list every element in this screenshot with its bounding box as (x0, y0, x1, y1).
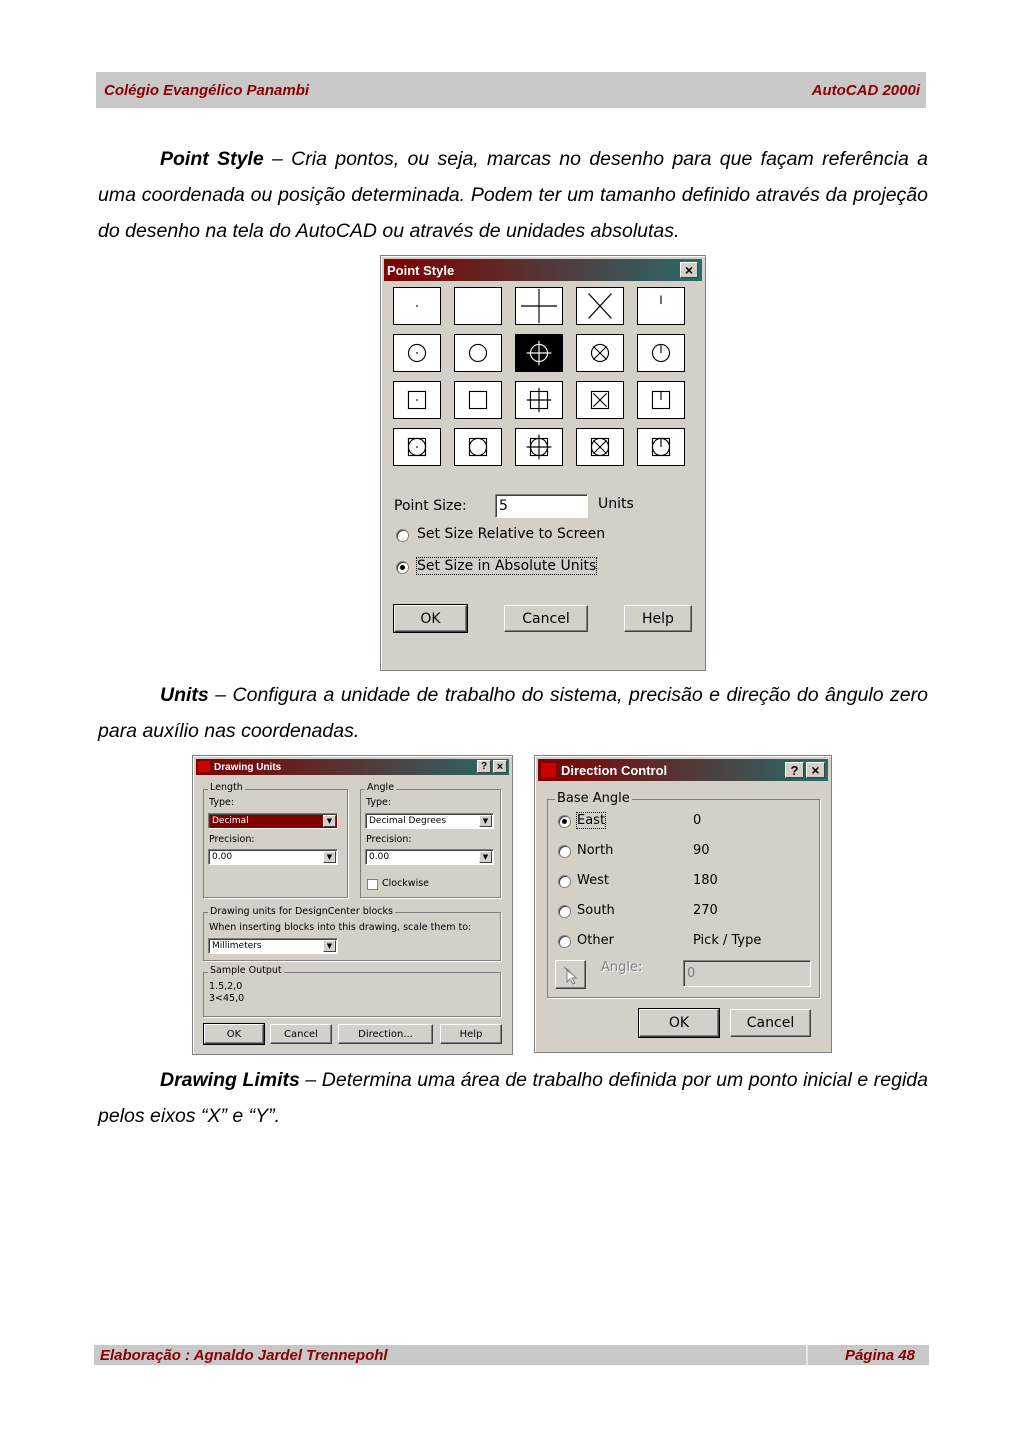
radio-other-label: Other (577, 933, 614, 948)
drawing-units-dialog (192, 755, 513, 1055)
base-angle-label: Base Angle (557, 791, 630, 806)
chevron-down-icon[interactable]: ▼ (323, 940, 336, 952)
point-style-circle-square-plus-icon[interactable] (515, 428, 563, 466)
point-style-square-none-icon[interactable] (454, 381, 502, 419)
length-precision-select[interactable] (208, 849, 338, 865)
radio-west[interactable] (558, 875, 571, 888)
chevron-down-icon[interactable]: ▼ (323, 815, 336, 827)
chevron-down-icon[interactable]: ▼ (479, 851, 492, 863)
sample-output-label: Sample Output (210, 965, 282, 976)
point-style-dot-icon[interactable] (393, 287, 441, 325)
help-button[interactable]: Help (624, 605, 692, 632)
paragraph-drawing-limits (98, 1062, 928, 1134)
angle-value-east: 0 (693, 813, 702, 828)
page-footer (94, 1345, 929, 1365)
length-type-select[interactable] (208, 813, 338, 829)
radio-east-label: East (577, 813, 606, 828)
footer-author: Elaboração : Agnaldo Jardel Trennepohl (100, 1346, 388, 1364)
close-button[interactable]: × (680, 262, 698, 278)
point-style-titlebar (384, 259, 702, 281)
cancel-button[interactable]: Cancel (270, 1024, 332, 1044)
point-style-circle-none-icon[interactable] (454, 334, 502, 372)
angle-value-south: 270 (693, 903, 718, 918)
help-button[interactable]: Help (440, 1024, 502, 1044)
length-type-value: Decimal (212, 816, 249, 826)
term-units: Units (160, 684, 209, 706)
length-precision-value: 0.00 (212, 852, 233, 862)
point-style-circle-tick-icon[interactable] (637, 334, 685, 372)
header-school: Colégio Evangélico Panambi (104, 81, 310, 99)
clockwise-label: Clockwise (382, 878, 430, 889)
angle-value-west: 180 (693, 873, 718, 888)
desc-drawing-limits: – Determina uma área de trabalho definida por um ponto inicial e regida pelos eixos “X” e “Y”. (98, 1069, 928, 1127)
angle-group-label: Angle (367, 782, 395, 793)
angle-precision-label: Precision: (366, 834, 412, 845)
angle-precision-select[interactable] (365, 849, 494, 865)
angle-type-select[interactable] (365, 813, 494, 829)
term-drawing-limits: Drawing Limits (160, 1069, 300, 1091)
angle-input[interactable]: 0 (683, 960, 811, 987)
pick-angle-button[interactable] (555, 960, 586, 989)
term-point-style: Point Style (160, 148, 264, 170)
radio-south[interactable] (558, 905, 571, 918)
angle-value-north: 90 (693, 843, 710, 858)
radio-relative-label: Set Size Relative to Screen (417, 526, 606, 542)
radio-east[interactable] (558, 815, 571, 828)
angle-precision-value: 0.00 (369, 852, 390, 862)
point-style-circle-square-none-icon[interactable] (454, 428, 502, 466)
length-type-label: Type: (209, 797, 235, 808)
paragraph-point-style (98, 141, 928, 249)
point-style-none-icon[interactable] (454, 287, 502, 325)
close-button[interactable]: × (493, 760, 507, 773)
angle-value-other: Pick / Type (693, 933, 762, 948)
chevron-down-icon[interactable]: ▼ (323, 851, 336, 863)
radio-other[interactable] (558, 935, 571, 948)
point-style-circle-square-tick-icon[interactable] (637, 428, 685, 466)
point-style-tick-icon[interactable] (637, 287, 685, 325)
ok-button[interactable]: OK (204, 1024, 264, 1044)
direction-control-titlebar (538, 759, 828, 781)
point-style-title: Point Style (387, 262, 455, 278)
point-style-circle-dot-icon[interactable] (393, 334, 441, 372)
point-style-circle-square-cross-icon[interactable] (576, 428, 624, 466)
point-style-square-cross-icon[interactable] (576, 381, 624, 419)
desc-units: – Configura a unidade de trabalho do sistema, precisão e direção do ângulo zero para auxílio nas coordenadas. (98, 684, 928, 742)
point-style-cross-icon[interactable] (576, 287, 624, 325)
length-group-label: Length (210, 782, 243, 793)
angle-type-label: Type: (366, 797, 392, 808)
radio-relative-screen[interactable] (396, 529, 409, 542)
direction-control-title: Direction Control (561, 762, 668, 778)
designcenter-text: When inserting blocks into this drawing, scale them to: (209, 922, 472, 933)
sample-output-line2: 3<45,0 (209, 993, 245, 1004)
designcenter-units-value: Millimeters (212, 941, 262, 951)
drawing-units-title: Drawing Units (214, 761, 282, 773)
footer-page-number: Página 48 (844, 1346, 915, 1364)
point-style-circle-square-dot-icon[interactable] (393, 428, 441, 466)
chevron-down-icon[interactable]: ▼ (479, 815, 492, 827)
units-label: Units (598, 496, 634, 512)
close-button[interactable]: × (806, 762, 825, 778)
sample-output-group (203, 972, 501, 1017)
point-style-square-plus-icon[interactable] (515, 381, 563, 419)
autocad-logo-icon (198, 761, 210, 772)
radio-north-label: North (577, 843, 614, 858)
paragraph-units (98, 677, 928, 749)
point-size-input[interactable]: 5 (495, 494, 588, 518)
page-header (96, 72, 926, 108)
point-style-circle-cross-icon[interactable] (576, 334, 624, 372)
designcenter-units-select[interactable] (208, 938, 338, 954)
cancel-button[interactable]: Cancel (504, 605, 588, 632)
angle-label: Angle: (601, 960, 643, 975)
point-style-circle-plus-icon[interactable] (515, 334, 563, 372)
point-size-label: Point Size: (394, 498, 467, 514)
designcenter-group-label: Drawing units for DesignCenter blocks (210, 906, 393, 917)
clockwise-checkbox[interactable] (367, 879, 378, 890)
length-precision-label: Precision: (209, 834, 255, 845)
radio-west-label: West (577, 873, 609, 888)
radio-absolute-label: Set Size in Absolute Units (417, 558, 597, 574)
drawing-units-titlebar (196, 759, 509, 775)
ok-button[interactable]: OK (639, 1009, 719, 1037)
pick-cursor-icon (562, 965, 580, 985)
cancel-button[interactable]: Cancel (730, 1009, 811, 1037)
sample-output-line1: 1.5,2,0 (209, 981, 243, 992)
radio-absolute-units[interactable] (396, 561, 409, 574)
radio-north[interactable] (558, 845, 571, 858)
direction-button[interactable]: Direction... (338, 1024, 433, 1044)
header-software: AutoCAD 2000i (811, 81, 920, 99)
direction-control-dialog (534, 755, 832, 1053)
point-style-plus-icon[interactable] (515, 287, 563, 325)
help-question-button[interactable]: ? (785, 762, 804, 778)
autocad-logo-icon (541, 763, 556, 777)
point-style-square-tick-icon[interactable] (637, 381, 685, 419)
angle-type-value: Decimal Degrees (369, 816, 447, 826)
radio-south-label: South (577, 903, 615, 918)
point-style-square-dot-icon[interactable] (393, 381, 441, 419)
desc-point-style: – Cria pontos, ou seja, marcas no desenho para que façam referência a uma coordenada ou posição determinada. Podem ter um tamanho definido através da projeção do desenho na tela do AutoCAD ou através de unidades absolutas. (98, 148, 928, 242)
ok-button[interactable]: OK (394, 605, 467, 632)
help-question-button[interactable]: ? (477, 760, 491, 773)
footer-divider (806, 1345, 808, 1365)
point-style-dialog (380, 255, 706, 671)
